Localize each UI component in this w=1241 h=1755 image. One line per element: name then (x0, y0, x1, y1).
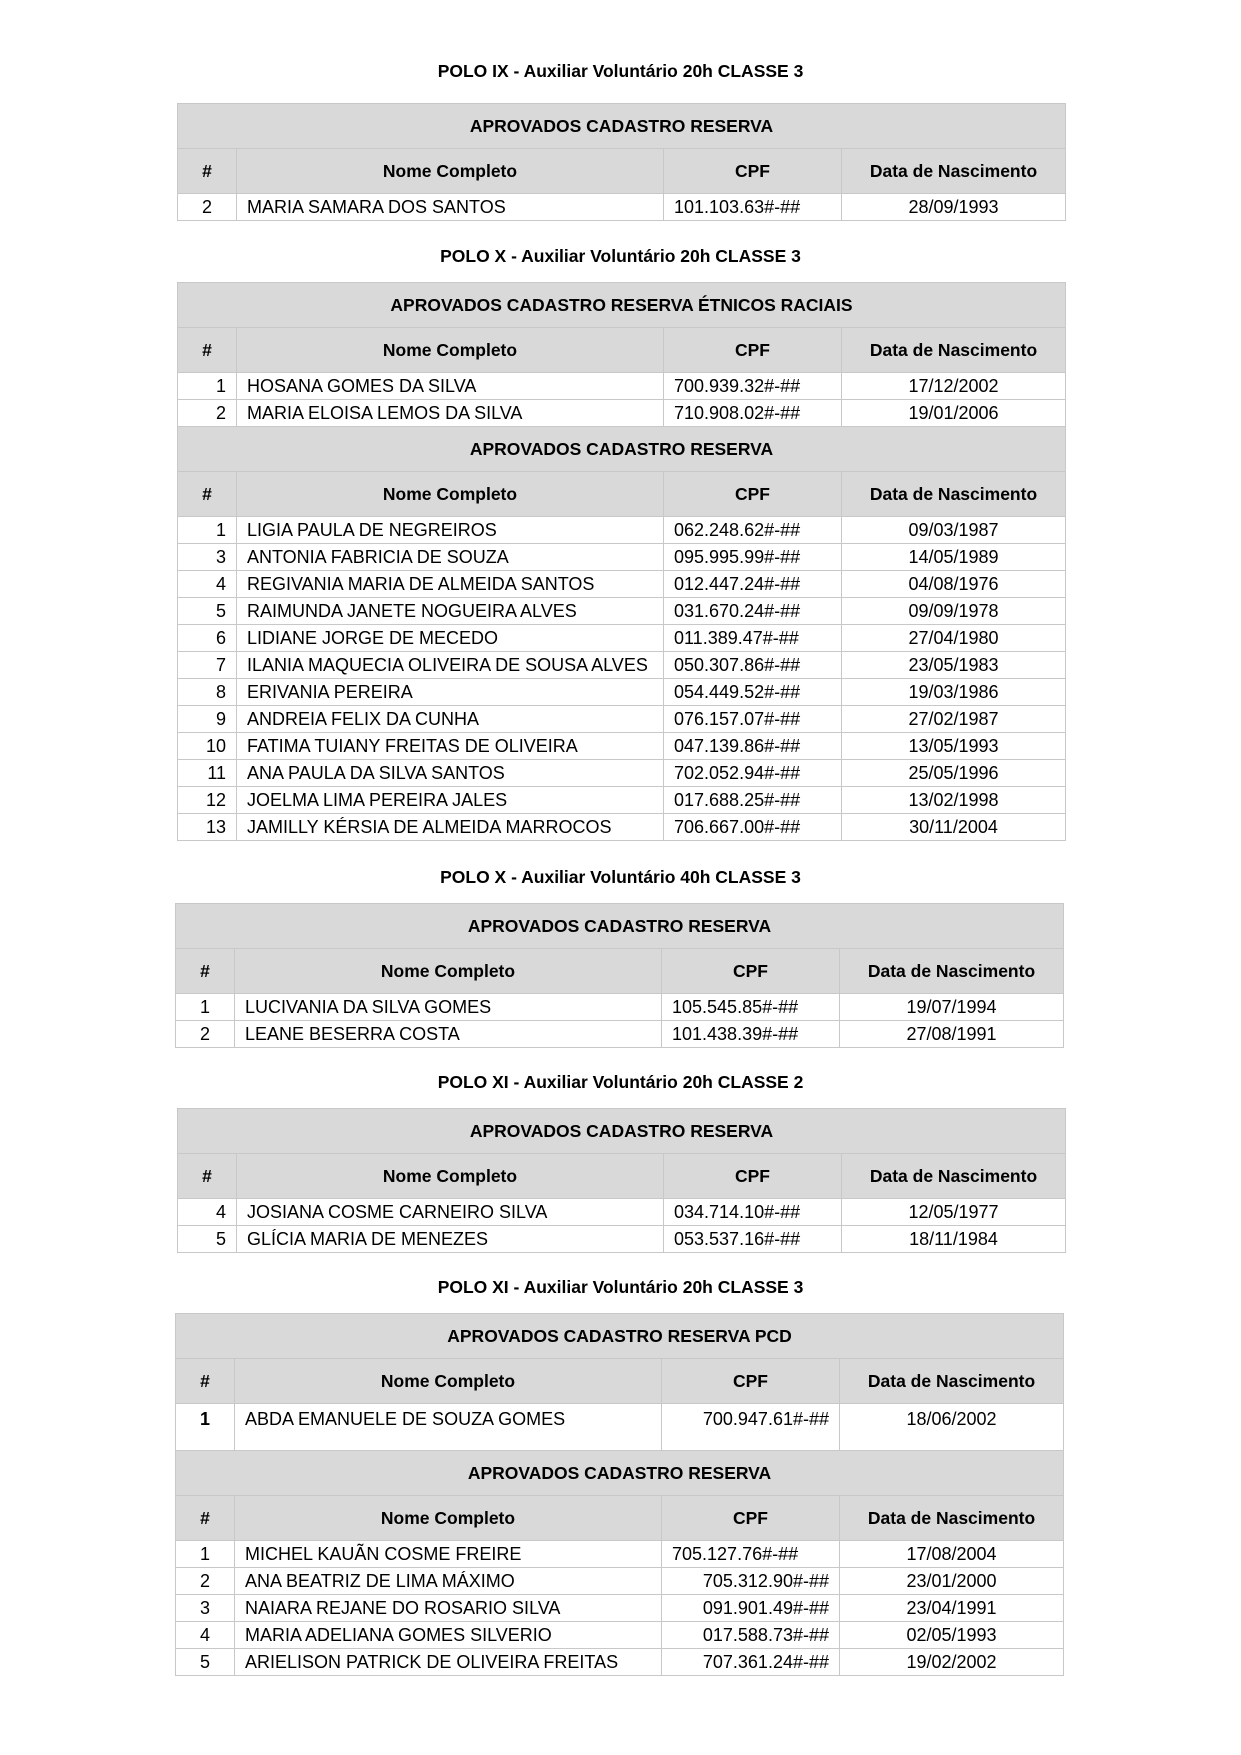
row-name: FATIMA TUIANY FREITAS DE OLIVEIRA (237, 733, 664, 760)
row-cpf: 050.307.86#-## (664, 652, 842, 679)
row-cpf: 700.947.61#-## (662, 1404, 840, 1451)
table-row (178, 787, 1066, 814)
row-number: 12 (178, 787, 237, 814)
row-cpf: 031.670.24#-## (664, 598, 842, 625)
row-name: NAIARA REJANE DO ROSARIO SILVA (235, 1595, 662, 1622)
row-cpf: 705.312.90#-## (662, 1568, 840, 1595)
row-cpf: 012.447.24#-## (664, 571, 842, 598)
row-name: MARIA ELOISA LEMOS DA SILVA (237, 400, 664, 427)
column-header-birthdate: Data de Nascimento (840, 1359, 1064, 1404)
column-header-birthdate: Data de Nascimento (842, 472, 1066, 517)
row-birthdate: 23/01/2000 (840, 1568, 1064, 1595)
row-birthdate: 04/08/1976 (842, 571, 1066, 598)
row-number: 10 (178, 733, 237, 760)
row-number: 3 (178, 544, 237, 571)
row-cpf: 017.588.73#-## (662, 1622, 840, 1649)
group-heading: APROVADOS CADASTRO RESERVA (176, 904, 1064, 949)
row-birthdate: 02/05/1993 (840, 1622, 1064, 1649)
row-cpf: 062.248.62#-## (664, 517, 842, 544)
group-heading: APROVADOS CADASTRO RESERVA PCD (176, 1314, 1064, 1359)
table-row (176, 1595, 1064, 1622)
row-number: 1 (176, 1541, 235, 1568)
row-number: 5 (176, 1649, 235, 1676)
column-header-name: Nome Completo (237, 328, 664, 373)
column-header-birthdate: Data de Nascimento (840, 949, 1064, 994)
group-heading: APROVADOS CADASTRO RESERVA (178, 104, 1066, 149)
results-table (177, 103, 1066, 221)
column-header-cpf: CPF (664, 1154, 842, 1199)
row-birthdate: 09/03/1987 (842, 517, 1066, 544)
row-birthdate: 19/07/1994 (840, 994, 1064, 1021)
row-number: 13 (178, 814, 237, 841)
table-row (176, 994, 1064, 1021)
row-name: ERIVANIA PEREIRA (237, 679, 664, 706)
column-header-name: Nome Completo (235, 1496, 662, 1541)
row-name: JOELMA LIMA PEREIRA JALES (237, 787, 664, 814)
column-header-number: # (178, 328, 237, 373)
row-cpf: 706.667.00#-## (664, 814, 842, 841)
column-header-cpf: CPF (662, 1359, 840, 1404)
group-heading: APROVADOS CADASTRO RESERVA (178, 427, 1066, 472)
table-row (178, 733, 1066, 760)
row-number: 11 (178, 760, 237, 787)
column-header-number: # (178, 472, 237, 517)
table-row (176, 1404, 1064, 1451)
table-row (178, 598, 1066, 625)
row-cpf: 054.449.52#-## (664, 679, 842, 706)
row-birthdate: 13/05/1993 (842, 733, 1066, 760)
row-name: LUCIVANIA DA SILVA GOMES (235, 994, 662, 1021)
row-number: 1 (178, 517, 237, 544)
row-birthdate: 19/01/2006 (842, 400, 1066, 427)
row-name: ABDA EMANUELE DE SOUZA GOMES (235, 1404, 662, 1451)
row-name: ARIELISON PATRICK DE OLIVEIRA FREITAS (235, 1649, 662, 1676)
row-birthdate: 09/09/1978 (842, 598, 1066, 625)
row-name: HOSANA GOMES DA SILVA (237, 373, 664, 400)
row-birthdate: 14/05/1989 (842, 544, 1066, 571)
column-header-birthdate: Data de Nascimento (842, 328, 1066, 373)
row-name: REGIVANIA MARIA DE ALMEIDA SANTOS (237, 571, 664, 598)
table-row (178, 571, 1066, 598)
row-name: MARIA SAMARA DOS SANTOS (237, 194, 664, 221)
row-birthdate: 23/05/1983 (842, 652, 1066, 679)
row-birthdate: 28/09/1993 (842, 194, 1066, 221)
row-name: JAMILLY KÉRSIA DE ALMEIDA MARROCOS (237, 814, 664, 841)
row-birthdate: 17/08/2004 (840, 1541, 1064, 1568)
table-row (178, 400, 1066, 427)
table-row (178, 1199, 1066, 1226)
row-number: 8 (178, 679, 237, 706)
row-birthdate: 23/04/1991 (840, 1595, 1064, 1622)
table-row (178, 760, 1066, 787)
row-number: 4 (178, 1199, 237, 1226)
row-cpf: 011.389.47#-## (664, 625, 842, 652)
row-number: 5 (178, 598, 237, 625)
column-header-birthdate: Data de Nascimento (842, 149, 1066, 194)
row-number: 2 (176, 1568, 235, 1595)
row-name: RAIMUNDA JANETE NOGUEIRA ALVES (237, 598, 664, 625)
row-birthdate: 12/05/1977 (842, 1199, 1066, 1226)
row-name: ANA BEATRIZ DE LIMA MÁXIMO (235, 1568, 662, 1595)
table-row (178, 652, 1066, 679)
table-row (178, 373, 1066, 400)
row-cpf: 707.361.24#-## (662, 1649, 840, 1676)
row-cpf: 710.908.02#-## (664, 400, 842, 427)
row-number: 6 (178, 625, 237, 652)
row-cpf: 702.052.94#-## (664, 760, 842, 787)
column-header-number: # (176, 1359, 235, 1404)
row-birthdate: 27/02/1987 (842, 706, 1066, 733)
row-number: 1 (178, 373, 237, 400)
column-header-number: # (178, 1154, 237, 1199)
table-row (178, 679, 1066, 706)
row-number: 2 (176, 1021, 235, 1048)
column-header-cpf: CPF (664, 149, 842, 194)
table-row (176, 1541, 1064, 1568)
row-name: ANTONIA FABRICIA DE SOUZA (237, 544, 664, 571)
row-number: 7 (178, 652, 237, 679)
column-header-name: Nome Completo (235, 949, 662, 994)
column-header-cpf: CPF (662, 949, 840, 994)
column-header-cpf: CPF (664, 472, 842, 517)
table-row (176, 1568, 1064, 1595)
table-row (178, 544, 1066, 571)
group-heading: APROVADOS CADASTRO RESERVA (178, 1109, 1066, 1154)
row-number: 1 (176, 1404, 235, 1451)
row-number: 4 (176, 1622, 235, 1649)
row-cpf: 101.438.39#-## (662, 1021, 840, 1048)
column-header-name: Nome Completo (237, 149, 664, 194)
table-row (176, 1021, 1064, 1048)
row-birthdate: 19/02/2002 (840, 1649, 1064, 1676)
row-name: MARIA ADELIANA GOMES SILVERIO (235, 1622, 662, 1649)
row-number: 3 (176, 1595, 235, 1622)
table-row (178, 706, 1066, 733)
row-name: ILANIA MAQUECIA OLIVEIRA DE SOUSA ALVES (237, 652, 664, 679)
row-number: 9 (178, 706, 237, 733)
table-row (178, 814, 1066, 841)
row-number: 4 (178, 571, 237, 598)
row-cpf: 105.545.85#-## (662, 994, 840, 1021)
row-name: MICHEL KAUÃN COSME FREIRE (235, 1541, 662, 1568)
results-table (177, 282, 1066, 841)
column-header-birthdate: Data de Nascimento (840, 1496, 1064, 1541)
row-birthdate: 19/03/1986 (842, 679, 1066, 706)
section-title: POLO IX - Auxiliar Voluntário 20h CLASSE 3 (437, 61, 804, 81)
column-header-name: Nome Completo (237, 472, 664, 517)
results-table (175, 903, 1064, 1048)
row-name: LEANE BESERRA COSTA (235, 1021, 662, 1048)
row-number: 2 (178, 400, 237, 427)
column-header-cpf: CPF (662, 1496, 840, 1541)
column-header-birthdate: Data de Nascimento (842, 1154, 1066, 1199)
row-name: LIGIA PAULA DE NEGREIROS (237, 517, 664, 544)
column-header-number: # (176, 1496, 235, 1541)
row-cpf: 091.901.49#-## (662, 1595, 840, 1622)
group-heading: APROVADOS CADASTRO RESERVA (176, 1451, 1064, 1496)
group-heading: APROVADOS CADASTRO RESERVA ÉTNICOS RACIAIS (178, 283, 1066, 328)
column-header-name: Nome Completo (235, 1359, 662, 1404)
row-birthdate: 30/11/2004 (842, 814, 1066, 841)
row-name: GLÍCIA MARIA DE MENEZES (237, 1226, 664, 1253)
row-cpf: 700.939.32#-## (664, 373, 842, 400)
section-title: POLO X - Auxiliar Voluntário 40h CLASSE 3 (440, 867, 801, 887)
row-birthdate: 17/12/2002 (842, 373, 1066, 400)
row-name: JOSIANA COSME CARNEIRO SILVA (237, 1199, 664, 1226)
row-cpf: 047.139.86#-## (664, 733, 842, 760)
row-name: LIDIANE JORGE DE MECEDO (237, 625, 664, 652)
table-row (178, 625, 1066, 652)
row-name: ANDREIA FELIX DA CUNHA (237, 706, 664, 733)
row-birthdate: 25/05/1996 (842, 760, 1066, 787)
table-row (176, 1649, 1064, 1676)
table-row (178, 517, 1066, 544)
row-cpf: 705.127.76#-## (662, 1541, 840, 1568)
row-number: 5 (178, 1226, 237, 1253)
column-header-number: # (176, 949, 235, 994)
row-number: 2 (178, 194, 237, 221)
column-header-cpf: CPF (664, 328, 842, 373)
row-name: ANA PAULA DA SILVA SANTOS (237, 760, 664, 787)
row-birthdate: 18/06/2002 (840, 1404, 1064, 1451)
row-cpf: 076.157.07#-## (664, 706, 842, 733)
row-birthdate: 27/08/1991 (840, 1021, 1064, 1048)
results-table (175, 1313, 1064, 1676)
table-row (178, 194, 1066, 221)
column-header-number: # (178, 149, 237, 194)
row-birthdate: 27/04/1980 (842, 625, 1066, 652)
table-row (176, 1622, 1064, 1649)
column-header-name: Nome Completo (237, 1154, 664, 1199)
row-cpf: 017.688.25#-## (664, 787, 842, 814)
results-table (177, 1108, 1066, 1253)
row-cpf: 034.714.10#-## (664, 1199, 842, 1226)
section-title: POLO XI - Auxiliar Voluntário 20h CLASSE 3 (437, 1277, 804, 1297)
row-birthdate: 18/11/1984 (842, 1226, 1066, 1253)
row-number: 1 (176, 994, 235, 1021)
section-title: POLO XI - Auxiliar Voluntário 20h CLASSE 2 (437, 1072, 804, 1092)
row-birthdate: 13/02/1998 (842, 787, 1066, 814)
row-cpf: 095.995.99#-## (664, 544, 842, 571)
section-title: POLO X - Auxiliar Voluntário 20h CLASSE 3 (440, 246, 801, 266)
table-row (178, 1226, 1066, 1253)
row-cpf: 101.103.63#-## (664, 194, 842, 221)
row-cpf: 053.537.16#-## (664, 1226, 842, 1253)
